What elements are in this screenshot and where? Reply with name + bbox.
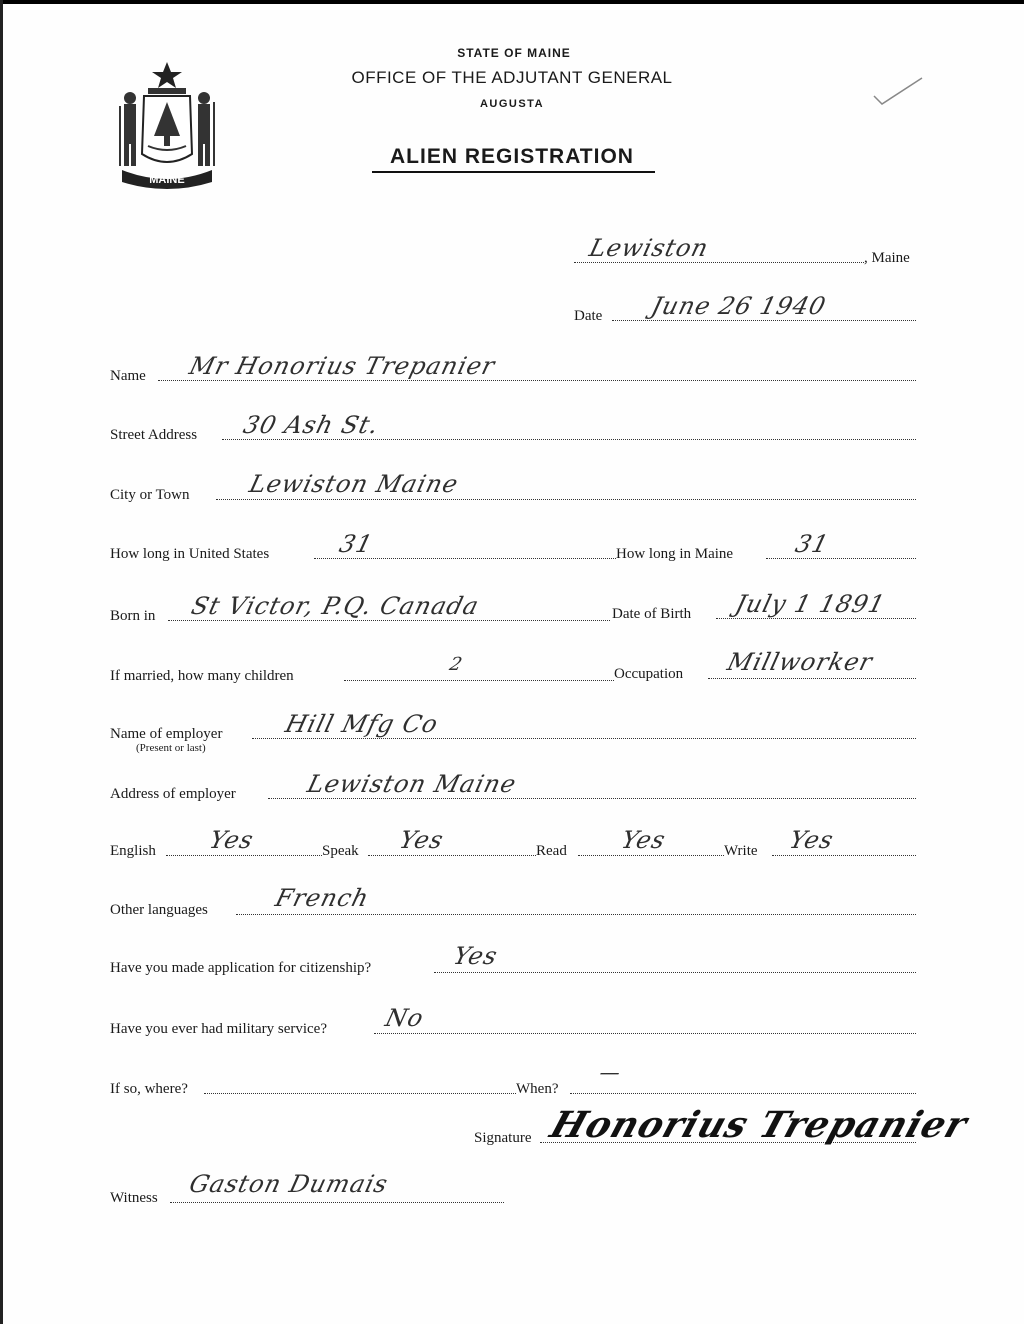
street-line [222, 439, 916, 440]
us-value: 31 [336, 530, 377, 558]
speak-label: Speak [322, 843, 359, 859]
form-title: ALIEN REGISTRATION [390, 145, 634, 168]
maine-long-label: How long in Maine [616, 546, 734, 562]
witness-value: Gaston Dumais [186, 1170, 392, 1198]
citizenship-line [434, 972, 916, 973]
other-lang-line [236, 914, 916, 915]
scan-edge-top [0, 0, 1024, 4]
signature-value: Honorius Trepanier [545, 1104, 973, 1146]
city-label: City or Town [110, 487, 190, 503]
svg-text:MAINE: MAINE [149, 174, 185, 186]
speak-line [368, 855, 536, 856]
maine-long-line [766, 558, 916, 559]
city-line [216, 499, 916, 500]
emp-addr-line [268, 798, 916, 799]
emp-addr-label: Address of employer [110, 786, 236, 802]
maine-long-value: 31 [792, 530, 833, 558]
read-line [578, 855, 724, 856]
born-label: Born in [110, 608, 156, 624]
where-line [204, 1093, 516, 1094]
name-label: Name [110, 368, 146, 384]
when-line [570, 1093, 916, 1094]
date-value: June 26 1940 [648, 292, 830, 320]
town-line [574, 262, 864, 263]
when-label: When? [516, 1081, 559, 1097]
header-office: OFFICE OF THE ADJUTANT GENERAL [351, 68, 673, 87]
read-value: Yes [618, 826, 669, 854]
town-value: Lewiston [586, 234, 712, 262]
us-line [314, 558, 616, 559]
witness-line [170, 1202, 504, 1203]
where-label: If so, where? [110, 1081, 188, 1097]
street-label: Street Address [110, 427, 198, 443]
dob-label: Date of Birth [612, 606, 692, 622]
born-line [168, 620, 610, 621]
read-label: Read [536, 843, 567, 859]
name-value: Mr Honorius Trepanier [186, 352, 499, 380]
date-line [612, 320, 916, 321]
us-label: How long in United States [110, 546, 270, 562]
street-value: 30 Ash St. [240, 411, 383, 439]
employer-label: Name of employer [110, 726, 223, 742]
married-label: If married, how many children [110, 668, 294, 684]
witness-label: Witness [110, 1190, 158, 1206]
city-value: Lewiston Maine [246, 470, 462, 498]
other-lang-label: Other languages [110, 902, 208, 918]
write-line [772, 855, 916, 856]
english-label: English [110, 843, 156, 859]
scan-edge-left [0, 0, 3, 1324]
title-underline [372, 171, 655, 173]
english-line [166, 855, 322, 856]
signature-label: Signature [474, 1130, 532, 1146]
employer-line [252, 738, 916, 739]
date-label: Date [574, 308, 603, 324]
when-value: — [597, 1060, 624, 1084]
dob-value: July 1 1891 [732, 590, 889, 618]
employer-sublabel: (Present or last) [136, 742, 206, 754]
write-label: Write [724, 843, 758, 859]
military-value: No [382, 1004, 427, 1032]
occupation-label: Occupation [614, 666, 684, 682]
name-line [158, 380, 916, 381]
employer-value: Hill Mfg Co [282, 710, 442, 738]
speak-value: Yes [396, 826, 447, 854]
maine-label: , Maine [864, 250, 910, 266]
military-line [374, 1033, 916, 1034]
children-value: 2 [447, 654, 466, 675]
occupation-line [708, 678, 916, 679]
born-value: St Victor, P.Q. Canada [188, 592, 483, 620]
occupation-value: Millworker [724, 648, 876, 676]
header-state: STATE OF MAINE [457, 46, 571, 60]
other-lang-value: French [272, 884, 373, 912]
citizenship-value: Yes [450, 942, 501, 970]
write-value: Yes [786, 826, 837, 854]
header-city: AUGUSTA [479, 98, 545, 110]
emp-addr-value: Lewiston Maine [304, 770, 520, 798]
dob-line [716, 618, 916, 619]
children-line [344, 680, 614, 681]
citizenship-label: Have you made application for citizenship? [110, 960, 372, 976]
english-value: Yes [206, 826, 257, 854]
military-label: Have you ever had military service? [110, 1021, 327, 1037]
